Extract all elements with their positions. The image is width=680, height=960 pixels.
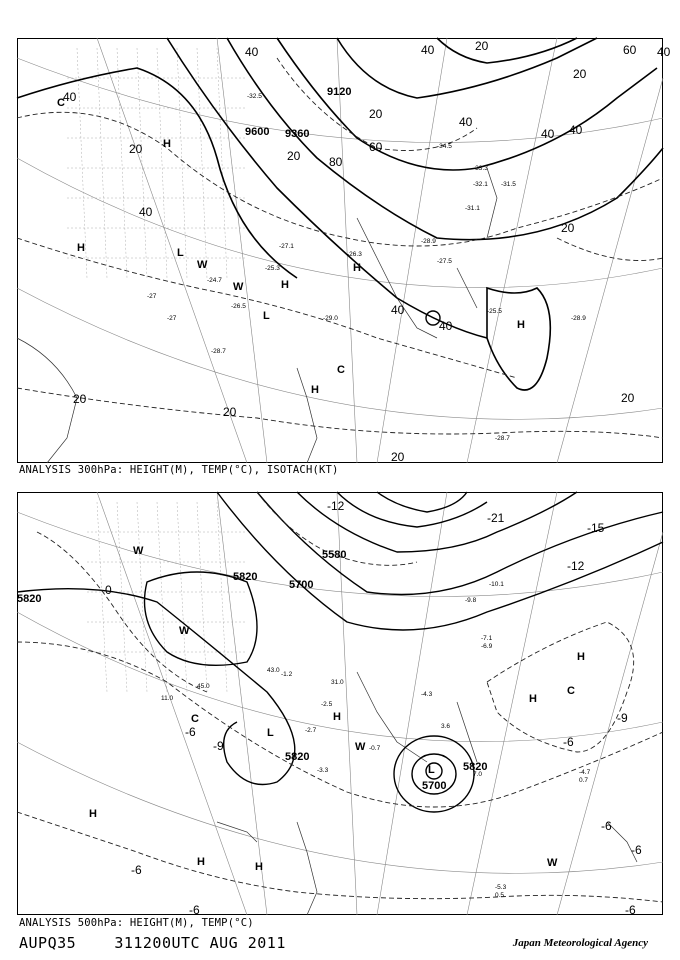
map-300hpa-canvas xyxy=(17,38,671,464)
svg-text:43.0: 43.0 xyxy=(267,667,280,674)
svg-text:-5.3: -5.3 xyxy=(495,884,507,891)
svg-text:-2.5: -2.5 xyxy=(321,701,333,708)
svg-text:-33.3: -33.3 xyxy=(473,165,488,172)
svg-text:C: C xyxy=(567,685,575,697)
svg-text:L: L xyxy=(263,310,270,322)
height-label: 9600 xyxy=(245,126,270,138)
svg-text:20: 20 xyxy=(561,221,575,235)
svg-text:-12: -12 xyxy=(567,559,585,573)
svg-text:-31.1: -31.1 xyxy=(465,205,480,212)
svg-text:5580: 5580 xyxy=(322,549,347,561)
svg-text:H: H xyxy=(163,138,171,150)
svg-text:5820: 5820 xyxy=(463,761,488,773)
svg-text:40: 40 xyxy=(391,303,405,317)
svg-text:40: 40 xyxy=(421,43,435,57)
chart-id: AUPQ35 xyxy=(19,934,77,952)
svg-text:H: H xyxy=(333,711,341,723)
svg-text:60: 60 xyxy=(369,140,383,154)
svg-text:W: W xyxy=(547,857,558,869)
svg-text:L: L xyxy=(177,247,184,259)
svg-text:-4.3: -4.3 xyxy=(421,691,433,698)
svg-text:20: 20 xyxy=(223,405,237,419)
svg-text:5820: 5820 xyxy=(17,593,42,605)
svg-text:0.7: 0.7 xyxy=(579,777,589,784)
svg-text:80: 80 xyxy=(329,155,343,169)
svg-text:-25.5: -25.5 xyxy=(487,308,502,315)
svg-text:-6: -6 xyxy=(625,903,636,917)
svg-text:31.0: 31.0 xyxy=(331,679,344,686)
svg-text:20: 20 xyxy=(475,39,489,53)
svg-text:-27: -27 xyxy=(147,293,157,300)
svg-text:40: 40 xyxy=(569,123,583,137)
svg-text:W: W xyxy=(233,281,244,293)
svg-text:-34.5: -34.5 xyxy=(437,143,452,150)
svg-text:-9.8: -9.8 xyxy=(465,597,477,604)
svg-text:11.0: 11.0 xyxy=(161,695,174,702)
svg-text:W: W xyxy=(355,741,366,753)
svg-text:-2.7: -2.7 xyxy=(305,727,317,734)
svg-text:40: 40 xyxy=(245,45,259,59)
svg-text:H: H xyxy=(77,242,85,254)
svg-text:-6: -6 xyxy=(601,819,612,833)
map-300hpa xyxy=(17,38,671,464)
map-500hpa-canvas xyxy=(17,492,663,915)
svg-text:-31.5: -31.5 xyxy=(501,181,516,188)
svg-text:-6: -6 xyxy=(185,725,196,739)
svg-text:0: 0 xyxy=(105,583,112,597)
svg-text:-28.7: -28.7 xyxy=(211,348,226,355)
svg-text:-24.7: -24.7 xyxy=(207,277,222,284)
svg-text:20: 20 xyxy=(573,67,587,81)
svg-text:-27: -27 xyxy=(167,315,177,322)
chart-id-and-timestamp xyxy=(19,934,286,952)
svg-text:60: 60 xyxy=(623,43,637,57)
svg-text:-12: -12 xyxy=(327,499,345,513)
svg-text:45.0: 45.0 xyxy=(197,683,210,690)
svg-text:5820: 5820 xyxy=(233,571,258,583)
svg-text:40: 40 xyxy=(459,115,473,129)
svg-text:20: 20 xyxy=(129,142,143,156)
svg-text:-28.9: -28.9 xyxy=(421,238,436,245)
svg-text:-32.5: -32.5 xyxy=(247,93,262,100)
svg-text:H: H xyxy=(529,693,537,705)
svg-text:3.6: 3.6 xyxy=(441,723,451,730)
svg-text:0.5: 0.5 xyxy=(495,892,505,899)
svg-text:H: H xyxy=(89,808,97,820)
svg-text:40: 40 xyxy=(439,319,453,333)
svg-text:7.0: 7.0 xyxy=(473,771,483,778)
svg-text:-0.7: -0.7 xyxy=(369,745,381,752)
svg-text:-10.1: -10.1 xyxy=(489,581,504,588)
svg-text:-7.1: -7.1 xyxy=(481,635,493,642)
svg-text:H: H xyxy=(577,651,585,663)
svg-text:-6.9: -6.9 xyxy=(481,643,493,650)
svg-text:-26.5: -26.5 xyxy=(231,303,246,310)
svg-text:-9: -9 xyxy=(213,739,224,753)
svg-text:-6: -6 xyxy=(189,903,200,917)
svg-text:W: W xyxy=(197,259,208,271)
svg-text:C: C xyxy=(57,97,65,109)
agency-name: Japan Meteorological Agency xyxy=(512,937,648,949)
svg-text:-4.7: -4.7 xyxy=(579,769,591,776)
svg-text:H: H xyxy=(311,384,319,396)
svg-text:-21: -21 xyxy=(487,511,505,525)
svg-text:20: 20 xyxy=(621,391,635,405)
caption-500hpa: ANALYSIS 500hPa: HEIGHT(M), TEMP(°C) xyxy=(19,917,254,929)
svg-text:H: H xyxy=(255,861,263,873)
map-500hpa xyxy=(17,492,663,915)
svg-text:-27.1: -27.1 xyxy=(279,243,294,250)
svg-text:-6: -6 xyxy=(631,843,642,857)
svg-text:-27.5: -27.5 xyxy=(437,258,452,265)
svg-text:-25.3: -25.3 xyxy=(265,265,280,272)
svg-text:-9: -9 xyxy=(617,711,628,725)
svg-text:-28.9: -28.9 xyxy=(571,315,586,322)
svg-text:W: W xyxy=(179,625,190,637)
caption-300hpa: ANALYSIS 300hPa: HEIGHT(M), TEMP(°C), ISOTACH(KT) xyxy=(19,464,339,476)
svg-text:5700: 5700 xyxy=(422,780,447,792)
svg-text:-28.7: -28.7 xyxy=(495,435,510,442)
height-label: 9120 xyxy=(327,86,352,98)
height-label: 9360 xyxy=(285,128,310,140)
svg-text:-15: -15 xyxy=(587,521,605,535)
svg-text:H: H xyxy=(353,262,361,274)
svg-text:H: H xyxy=(197,856,205,868)
chart-timestamp: 311200UTC AUG 2011 xyxy=(114,934,286,952)
svg-text:-1.2: -1.2 xyxy=(281,671,293,678)
svg-text:-6: -6 xyxy=(131,863,142,877)
svg-text:L: L xyxy=(428,764,435,776)
svg-text:H: H xyxy=(517,319,525,331)
svg-text:C: C xyxy=(191,713,199,725)
svg-text:20: 20 xyxy=(391,450,405,464)
svg-text:H: H xyxy=(281,279,289,291)
svg-text:-29.0: -29.0 xyxy=(323,315,338,322)
svg-text:-26.3: -26.3 xyxy=(347,251,362,258)
svg-text:-6: -6 xyxy=(563,735,574,749)
svg-text:20: 20 xyxy=(287,149,301,163)
svg-text:40: 40 xyxy=(541,127,555,141)
svg-text:C: C xyxy=(337,364,345,376)
svg-text:W: W xyxy=(133,545,144,557)
svg-text:-32.1: -32.1 xyxy=(473,181,488,188)
svg-text:40: 40 xyxy=(139,205,153,219)
svg-text:L: L xyxy=(267,727,274,739)
svg-text:20: 20 xyxy=(73,392,87,406)
svg-text:-3.3: -3.3 xyxy=(317,767,329,774)
svg-text:40: 40 xyxy=(63,90,77,104)
svg-text:40: 40 xyxy=(657,45,671,59)
svg-text:5700: 5700 xyxy=(289,579,314,591)
svg-text:5820: 5820 xyxy=(285,751,310,763)
svg-text:20: 20 xyxy=(369,107,383,121)
